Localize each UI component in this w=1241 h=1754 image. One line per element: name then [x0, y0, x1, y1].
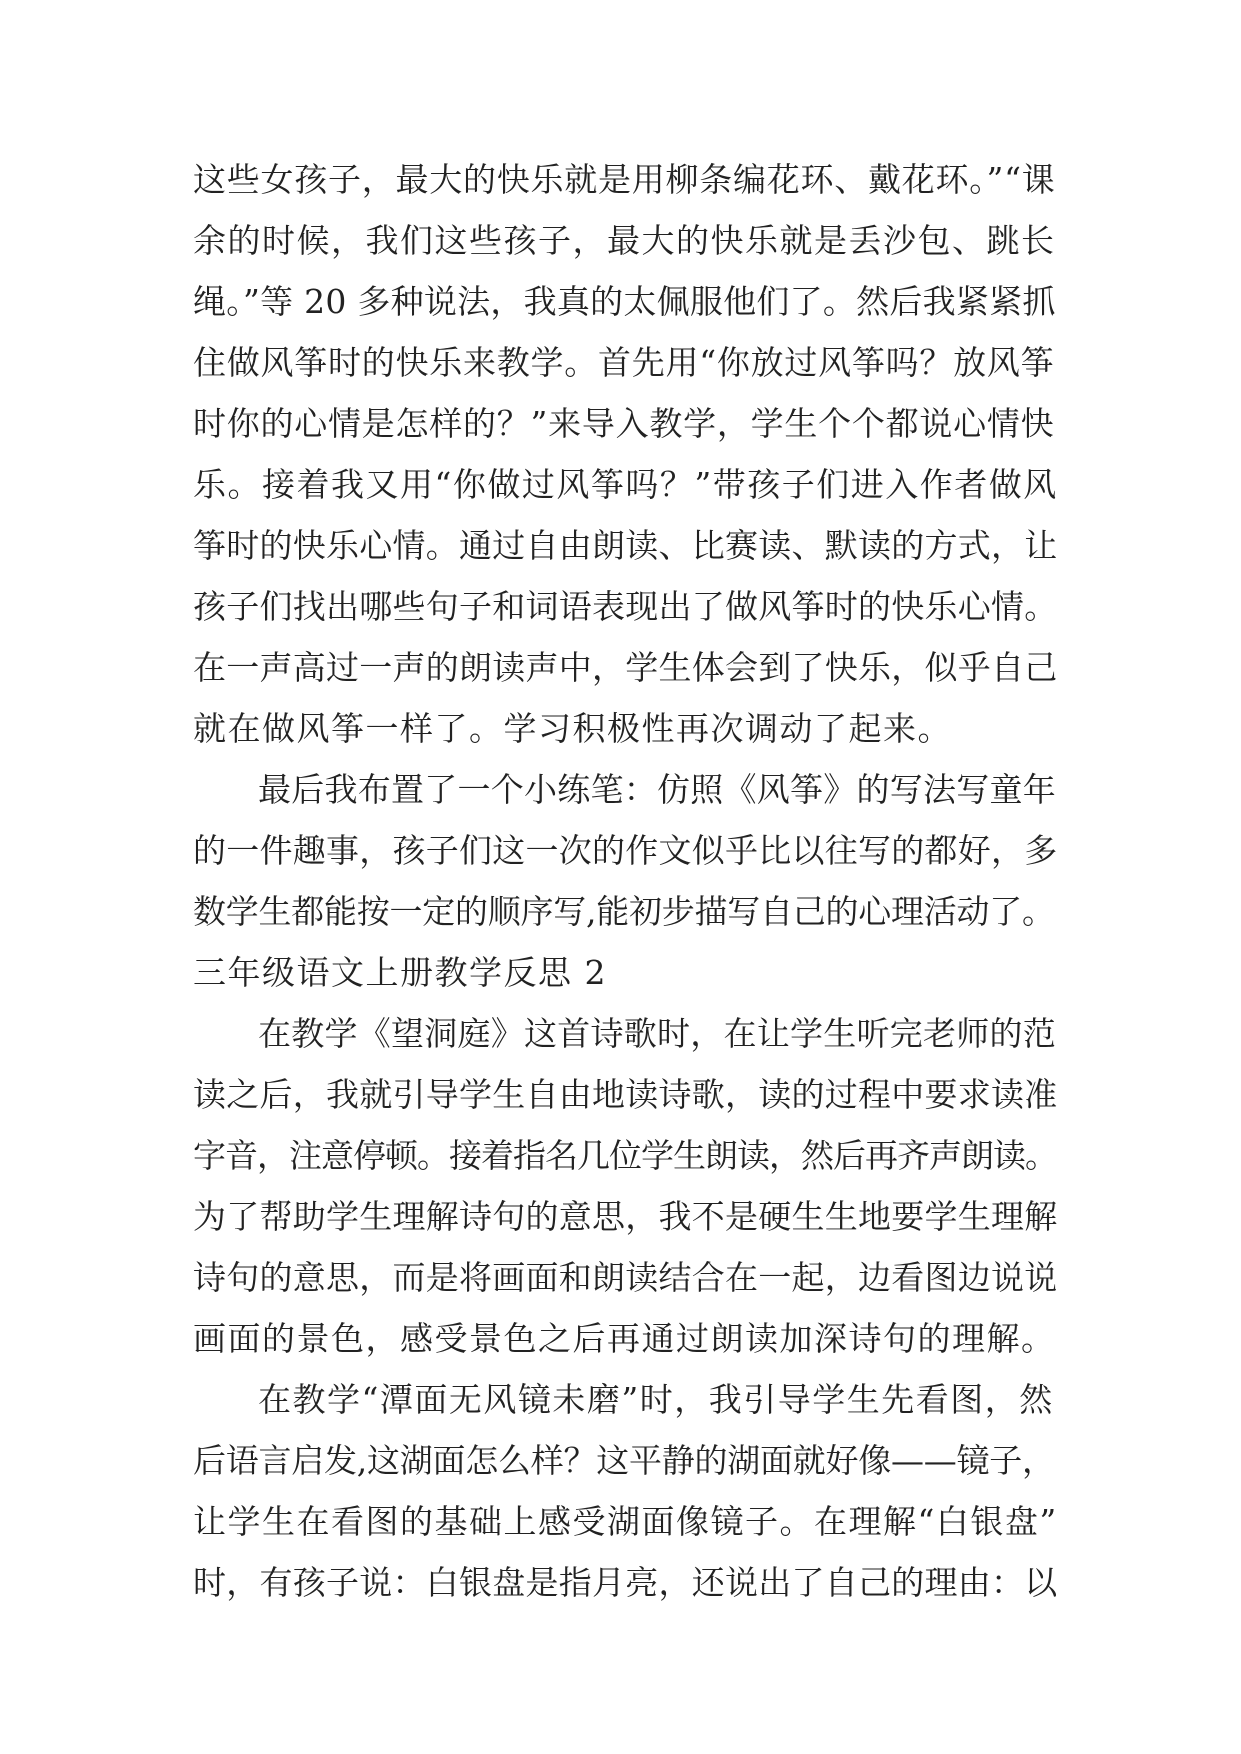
section-heading: 三年级语文上册教学反思 2	[193, 953, 607, 992]
text-line: 诗句的意思，而是将画面和朗读结合在一起，边看图边说说	[193, 1258, 1058, 1297]
text-line: 时你的心情是怎样的？”来导入教学，学生个个都说心情快	[193, 404, 1055, 443]
text-line: 读之后，我就引导学生自由地读诗歌，读的过程中要求读准	[193, 1075, 1058, 1114]
text-line: 的一件趣事，孩子们这一次的作文似乎比以往写的都好，多	[193, 831, 1058, 870]
text-line: 时，有孩子说：白银盘是指月亮，还说出了自己的理由：以	[193, 1563, 1058, 1602]
paragraph-start-line: 最后我布置了一个小练笔：仿照《风筝》的写法写童年	[258, 770, 1056, 809]
text-line: 这些女孩子，最大的快乐就是用柳条编花环、戴花环。”“课	[193, 160, 1056, 199]
text-line: 筝时的快乐心情。通过自由朗读、比赛读、默读的方式，让	[193, 526, 1058, 565]
text-line: 乐。接着我又用“你做过风筝吗？”带孩子们进入作者做风	[193, 465, 1058, 504]
text-line: 数学生都能按一定的顺序写,能初步描写自己的心理活动了。	[193, 892, 1055, 931]
text-line: 绳。”等 20 多种说法，我真的太佩服他们了。然后我紧紧抓	[193, 282, 1056, 321]
text-line: 为了帮助学生理解诗句的意思，我不是硬生生地要学生理解	[193, 1197, 1058, 1236]
text-line: 孩子们找出哪些句子和词语表现出了做风筝时的快乐心情。	[193, 587, 1058, 626]
paragraph-start-line: 在教学《望洞庭》这首诗歌时，在让学生听完老师的范	[258, 1014, 1056, 1053]
text-line: 在一声高过一声的朗读声中，学生体会到了快乐，似乎自己	[193, 648, 1058, 687]
paragraph-start-line: 在教学“潭面无风镜未磨”时，我引导学生先看图，然	[258, 1380, 1054, 1419]
text-line: 住做风筝时的快乐来教学。首先用“你放过风筝吗？放风筝	[193, 343, 1055, 382]
text-line: 余的时候，我们这些孩子，最大的快乐就是丢沙包、跳长	[193, 221, 1056, 260]
text-line: 让学生在看图的基础上感受湖面像镜子。在理解“白银盘”	[193, 1502, 1058, 1541]
text-line: 画面的景色，感受景色之后再通过朗读加深诗句的理解。	[193, 1319, 1056, 1358]
text-line: 后语言启发,这湖面怎么样？这平静的湖面就好像——镜子，	[193, 1441, 1055, 1480]
text-line: 就在做风筝一样了。学习积极性再次调动了起来。	[193, 709, 952, 748]
text-line: 字音，注意停顿。接着指名几位学生朗读，然后再齐声朗读。	[193, 1136, 1057, 1175]
